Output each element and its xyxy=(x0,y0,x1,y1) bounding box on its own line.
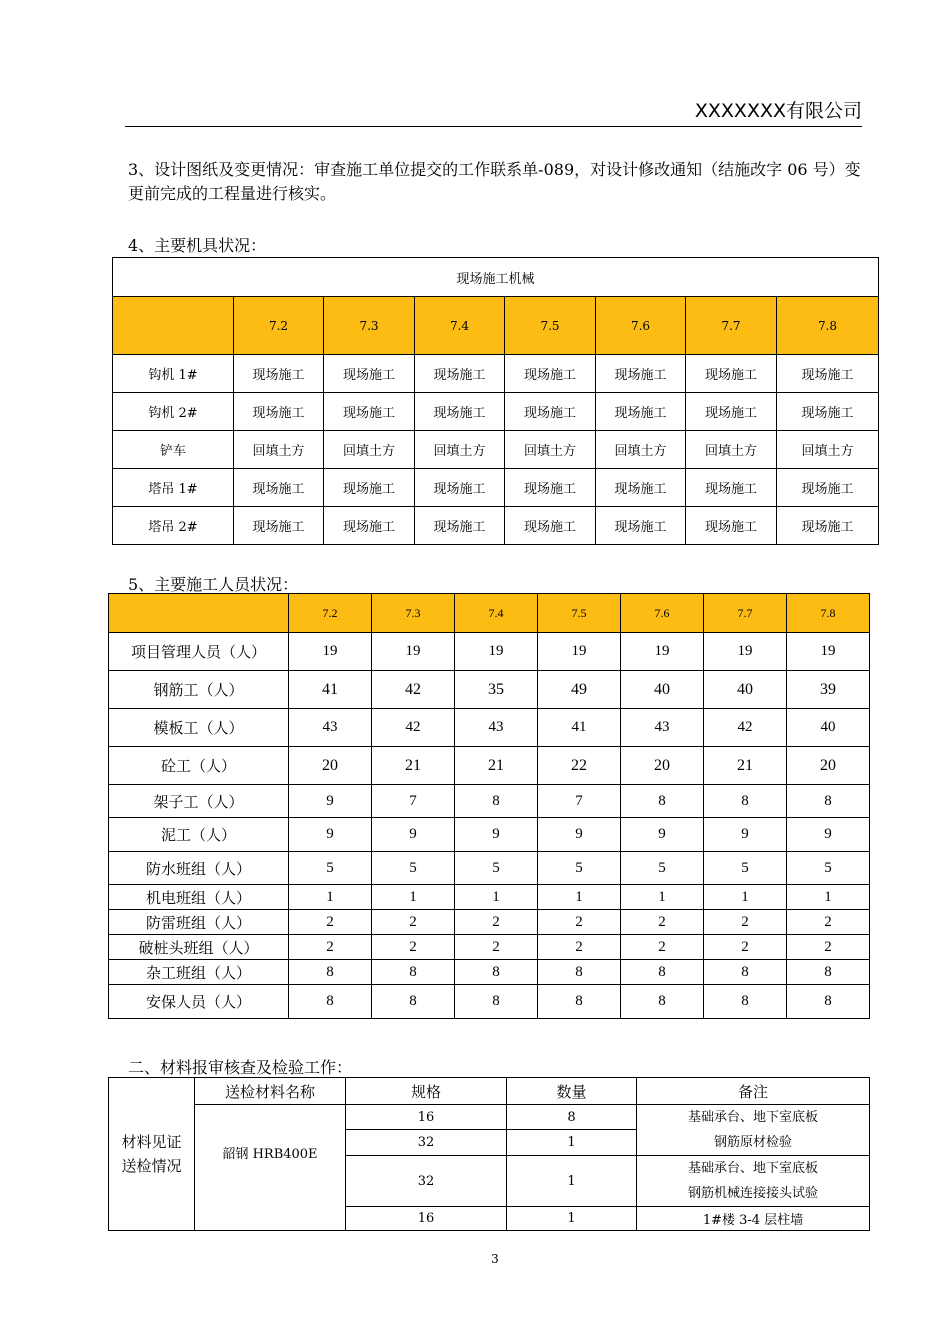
staff-count-cell: 20 xyxy=(289,747,372,785)
staff-count-cell: 2 xyxy=(372,935,455,960)
staff-count-cell: 9 xyxy=(455,818,538,852)
spec-cell: 16 xyxy=(346,1207,507,1231)
staff-count-cell: 20 xyxy=(621,747,704,785)
machine-name: 钩机 2# xyxy=(113,393,234,431)
staff-date-header: 7.6 xyxy=(621,594,704,633)
staff-count-cell: 5 xyxy=(538,852,621,885)
staff-row xyxy=(109,960,870,985)
staff-count-cell: 40 xyxy=(787,709,870,747)
staff-count-cell: 8 xyxy=(455,960,538,985)
staff-date-header: 7.5 xyxy=(538,594,621,633)
machine-status-cell: 现场施工 xyxy=(234,393,324,431)
staff-row xyxy=(109,818,870,852)
machine-status-cell: 现场施工 xyxy=(324,355,415,393)
staff-count-cell: 9 xyxy=(289,818,372,852)
machine-name: 铲车 xyxy=(113,431,234,469)
staff-count-cell: 2 xyxy=(289,935,372,960)
staff-table xyxy=(108,593,870,1019)
staff-count-cell: 42 xyxy=(704,709,787,747)
note-line: 钢筋原材检验 xyxy=(713,1135,792,1150)
staff-count-cell: 2 xyxy=(787,910,870,935)
staff-count-cell: 1 xyxy=(621,885,704,910)
staff-count-cell: 9 xyxy=(289,785,372,818)
machine-status-cell: 现场施工 xyxy=(505,355,596,393)
staff-count-cell: 20 xyxy=(787,747,870,785)
staff-count-cell: 8 xyxy=(621,960,704,985)
machine-status-cell: 现场施工 xyxy=(324,507,415,545)
staff-count-cell: 8 xyxy=(455,985,538,1019)
machine-status-cell: 现场施工 xyxy=(777,355,879,393)
staff-count-cell: 8 xyxy=(289,985,372,1019)
staff-count-cell: 19 xyxy=(455,633,538,671)
staff-count-cell: 19 xyxy=(704,633,787,671)
staff-count-cell: 2 xyxy=(787,935,870,960)
qty-cell: 1 xyxy=(507,1207,637,1231)
staff-date-header: 7.2 xyxy=(289,594,372,633)
staff-row xyxy=(109,852,870,885)
staff-role: 砼工（人） xyxy=(109,747,289,785)
staff-role: 破桩头班组（人） xyxy=(109,935,289,960)
materials-table xyxy=(108,1077,870,1231)
staff-count-cell: 2 xyxy=(621,910,704,935)
machine-status-cell: 现场施工 xyxy=(324,469,415,507)
machines-date-header: 7.5 xyxy=(505,297,596,355)
side-label-line-2: 送检情况 xyxy=(121,1157,182,1175)
staff-row xyxy=(109,785,870,818)
staff-row xyxy=(109,671,870,709)
machine-status-cell: 现场施工 xyxy=(505,469,596,507)
machines-title: 现场施工机械 xyxy=(113,258,879,297)
machine-row xyxy=(113,393,879,431)
staff-role: 杂工班组（人） xyxy=(109,960,289,985)
page-number: 3 xyxy=(491,1252,499,1266)
machines-date-header: 7.6 xyxy=(596,297,686,355)
staff-role: 架子工（人） xyxy=(109,785,289,818)
machine-status-cell: 回填土方 xyxy=(686,431,777,469)
spec-cell: 32 xyxy=(346,1156,507,1207)
machine-name: 钩机 1# xyxy=(113,355,234,393)
staff-count-cell: 43 xyxy=(289,709,372,747)
machine-status-cell: 现场施工 xyxy=(505,507,596,545)
staff-count-cell: 2 xyxy=(538,935,621,960)
staff-count-cell: 21 xyxy=(372,747,455,785)
staff-row xyxy=(109,709,870,747)
staff-count-cell: 8 xyxy=(538,960,621,985)
machine-status-cell: 现场施工 xyxy=(596,393,686,431)
staff-role: 机电班组（人） xyxy=(109,885,289,910)
staff-count-cell: 2 xyxy=(455,910,538,935)
staff-count-cell: 22 xyxy=(538,747,621,785)
machine-status-cell: 回填土方 xyxy=(234,431,324,469)
machines-date-header: 7.4 xyxy=(415,297,505,355)
machine-status-cell: 现场施工 xyxy=(596,507,686,545)
staff-count-cell: 2 xyxy=(704,935,787,960)
staff-count-cell: 1 xyxy=(372,885,455,910)
materials-side-label xyxy=(109,1078,195,1231)
machine-row xyxy=(113,431,879,469)
machine-status-cell: 现场施工 xyxy=(686,355,777,393)
staff-count-cell: 1 xyxy=(787,885,870,910)
machine-status-cell: 现场施工 xyxy=(686,393,777,431)
staff-count-cell: 19 xyxy=(787,633,870,671)
staff-count-cell: 8 xyxy=(372,960,455,985)
staff-count-cell: 5 xyxy=(787,852,870,885)
machine-name: 塔吊 2# xyxy=(113,507,234,545)
staff-count-cell: 19 xyxy=(372,633,455,671)
machine-row xyxy=(113,469,879,507)
staff-count-cell: 9 xyxy=(372,818,455,852)
staff-count-cell: 42 xyxy=(372,709,455,747)
staff-role: 防水班组（人） xyxy=(109,852,289,885)
staff-count-cell: 1 xyxy=(289,885,372,910)
materials-heading: 二、材料报审核查及检验工作： xyxy=(128,1058,353,1077)
staff-count-cell: 9 xyxy=(787,818,870,852)
note-cell xyxy=(637,1105,870,1156)
machine-status-cell: 现场施工 xyxy=(415,393,505,431)
side-label-line-1: 材料见证 xyxy=(121,1133,182,1151)
staff-count-cell: 5 xyxy=(621,852,704,885)
staff-date-header: 7.8 xyxy=(787,594,870,633)
staff-count-cell: 8 xyxy=(787,785,870,818)
staff-corner-cell xyxy=(109,594,289,633)
staff-count-cell: 9 xyxy=(621,818,704,852)
staff-count-cell: 35 xyxy=(455,671,538,709)
machine-name: 塔吊 1# xyxy=(113,469,234,507)
qty-cell: 8 xyxy=(507,1105,637,1130)
staff-row xyxy=(109,885,870,910)
machines-corner-cell xyxy=(113,297,234,355)
material-name: 韶钢 HRB400E xyxy=(195,1105,346,1231)
staff-count-cell: 2 xyxy=(621,935,704,960)
staff-count-cell: 8 xyxy=(372,985,455,1019)
staff-count-cell: 40 xyxy=(704,671,787,709)
machines-heading: 4、主要机具状况： xyxy=(128,236,267,255)
machine-status-cell: 现场施工 xyxy=(686,507,777,545)
staff-count-cell: 1 xyxy=(538,885,621,910)
staff-count-cell: 8 xyxy=(455,785,538,818)
machines-date-header: 7.2 xyxy=(234,297,324,355)
note-cell: 1#楼 3-4 层柱墙 xyxy=(637,1207,870,1231)
machines-date-header: 7.3 xyxy=(324,297,415,355)
staff-role: 模板工（人） xyxy=(109,709,289,747)
col-spec: 规格 xyxy=(346,1078,507,1105)
qty-cell: 1 xyxy=(507,1130,637,1156)
staff-count-cell: 9 xyxy=(704,818,787,852)
company-name: XXXXXXX有限公司 xyxy=(694,100,862,122)
design-change-paragraph: 3、设计图纸及变更情况：审查施工单位提交的工作联系单-089，对设计修改通知（结施改字 06 号）变更前完成的工程量进行核实。 xyxy=(128,160,861,203)
machine-row xyxy=(113,355,879,393)
note-line: 基础承台、地下室底板 xyxy=(687,1161,818,1176)
staff-count-cell: 8 xyxy=(704,960,787,985)
staff-count-cell: 41 xyxy=(289,671,372,709)
staff-role: 泥工（人） xyxy=(109,818,289,852)
staff-date-header: 7.7 xyxy=(704,594,787,633)
staff-count-cell: 8 xyxy=(704,985,787,1019)
staff-row xyxy=(109,935,870,960)
staff-role: 安保人员（人） xyxy=(109,985,289,1019)
staff-count-cell: 1 xyxy=(704,885,787,910)
staff-count-cell: 8 xyxy=(621,785,704,818)
machine-status-cell: 现场施工 xyxy=(234,469,324,507)
staff-count-cell: 19 xyxy=(538,633,621,671)
staff-count-cell: 2 xyxy=(372,910,455,935)
machine-status-cell: 现场施工 xyxy=(777,393,879,431)
staff-count-cell: 8 xyxy=(289,960,372,985)
staff-count-cell: 9 xyxy=(538,818,621,852)
staff-count-cell: 21 xyxy=(455,747,538,785)
machine-status-cell: 现场施工 xyxy=(415,507,505,545)
staff-heading: 5、主要施工人员状况： xyxy=(128,575,299,594)
staff-count-cell: 8 xyxy=(787,960,870,985)
staff-count-cell: 7 xyxy=(372,785,455,818)
staff-count-cell: 39 xyxy=(787,671,870,709)
staff-count-cell: 2 xyxy=(289,910,372,935)
machine-status-cell: 现场施工 xyxy=(415,469,505,507)
machine-status-cell: 现场施工 xyxy=(596,469,686,507)
staff-count-cell: 19 xyxy=(621,633,704,671)
machine-status-cell: 回填土方 xyxy=(777,431,879,469)
staff-row xyxy=(109,910,870,935)
col-note: 备注 xyxy=(637,1078,870,1105)
note-line: 基础承台、地下室底板 xyxy=(687,1110,818,1125)
spec-cell: 32 xyxy=(346,1130,507,1156)
staff-role: 钢筋工（人） xyxy=(109,671,289,709)
staff-count-cell: 41 xyxy=(538,709,621,747)
machines-date-header: 7.8 xyxy=(777,297,879,355)
machine-status-cell: 回填土方 xyxy=(415,431,505,469)
staff-row xyxy=(109,985,870,1019)
machine-status-cell: 现场施工 xyxy=(686,469,777,507)
staff-count-cell: 49 xyxy=(538,671,621,709)
spec-cell: 16 xyxy=(346,1105,507,1130)
staff-count-cell: 8 xyxy=(704,785,787,818)
staff-count-cell: 43 xyxy=(455,709,538,747)
staff-count-cell: 7 xyxy=(538,785,621,818)
staff-row xyxy=(109,747,870,785)
machine-status-cell: 回填土方 xyxy=(505,431,596,469)
machine-status-cell: 现场施工 xyxy=(596,355,686,393)
col-material-name: 送检材料名称 xyxy=(195,1078,346,1105)
staff-count-cell: 5 xyxy=(289,852,372,885)
note-cell xyxy=(637,1156,870,1207)
machine-status-cell: 现场施工 xyxy=(505,393,596,431)
staff-count-cell: 8 xyxy=(538,985,621,1019)
machine-status-cell: 现场施工 xyxy=(234,355,324,393)
staff-row xyxy=(109,633,870,671)
machines-date-header: 7.7 xyxy=(686,297,777,355)
qty-cell: 1 xyxy=(507,1156,637,1207)
staff-count-cell: 2 xyxy=(704,910,787,935)
machine-status-cell: 现场施工 xyxy=(777,469,879,507)
staff-count-cell: 43 xyxy=(621,709,704,747)
staff-count-cell: 5 xyxy=(372,852,455,885)
staff-role: 防雷班组（人） xyxy=(109,910,289,935)
staff-count-cell: 8 xyxy=(787,985,870,1019)
machine-status-cell: 现场施工 xyxy=(324,393,415,431)
machine-row xyxy=(113,507,879,545)
machine-status-cell: 回填土方 xyxy=(596,431,686,469)
machine-status-cell: 现场施工 xyxy=(234,507,324,545)
machine-status-cell: 回填土方 xyxy=(324,431,415,469)
staff-count-cell: 2 xyxy=(455,935,538,960)
note-line: 钢筋机械连接接头试验 xyxy=(687,1186,818,1201)
staff-count-cell: 5 xyxy=(455,852,538,885)
staff-count-cell: 42 xyxy=(372,671,455,709)
staff-count-cell: 19 xyxy=(289,633,372,671)
col-qty: 数量 xyxy=(507,1078,637,1105)
staff-count-cell: 1 xyxy=(455,885,538,910)
staff-count-cell: 8 xyxy=(621,985,704,1019)
staff-date-header: 7.4 xyxy=(455,594,538,633)
staff-role: 项目管理人员（人） xyxy=(109,633,289,671)
machine-status-cell: 现场施工 xyxy=(777,507,879,545)
staff-count-cell: 5 xyxy=(704,852,787,885)
staff-count-cell: 2 xyxy=(538,910,621,935)
machine-status-cell: 现场施工 xyxy=(415,355,505,393)
header-divider xyxy=(125,126,862,127)
machines-table xyxy=(112,257,879,545)
staff-date-header: 7.3 xyxy=(372,594,455,633)
staff-count-cell: 40 xyxy=(621,671,704,709)
staff-count-cell: 21 xyxy=(704,747,787,785)
